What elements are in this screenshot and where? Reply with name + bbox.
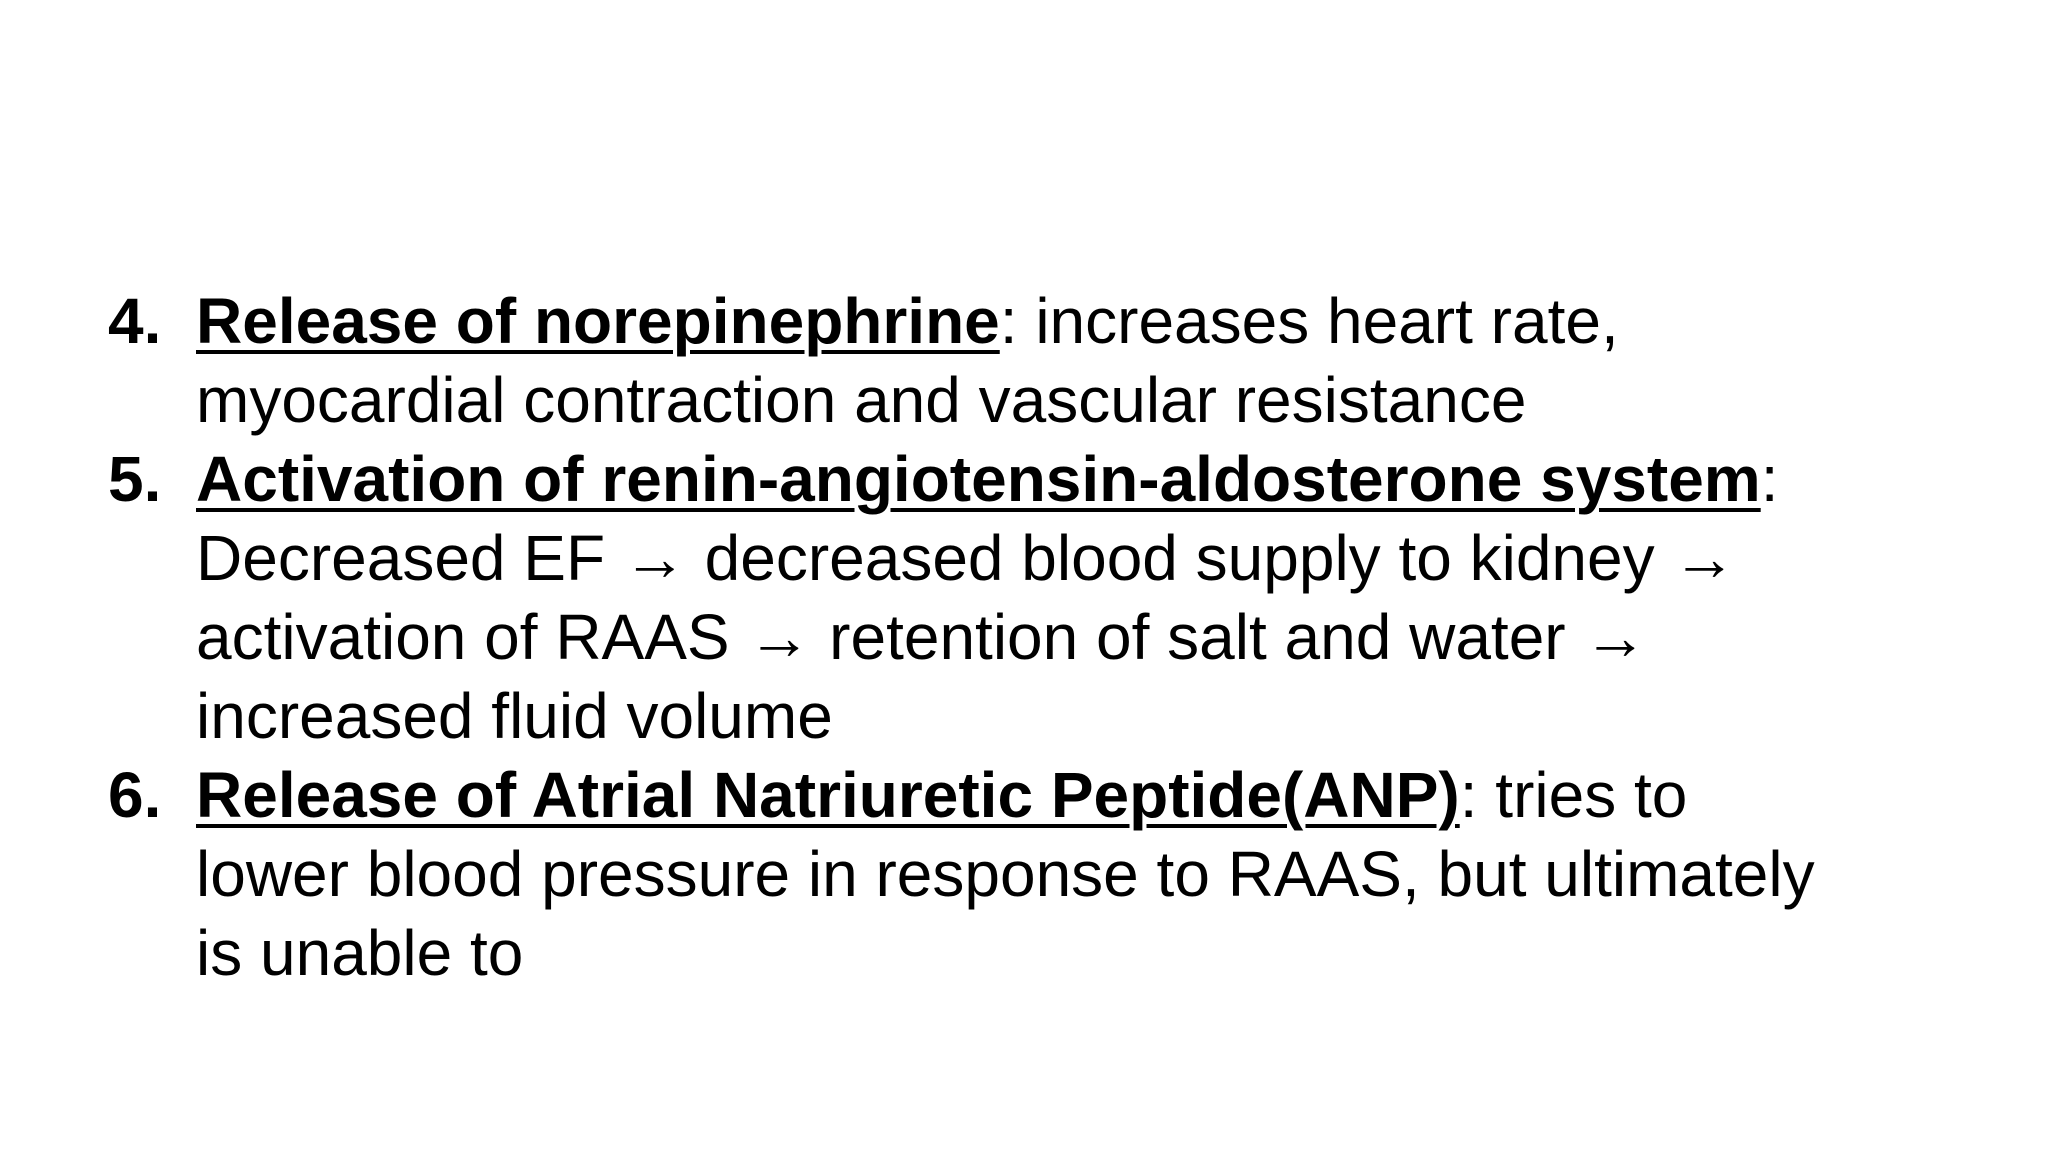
- item-first-rest: :: [1760, 443, 1779, 515]
- item-first-rest: : tries to: [1459, 759, 1688, 831]
- item-first-line: [196, 282, 1988, 361]
- item-number: 5.: [108, 443, 162, 515]
- item-text: [196, 756, 1988, 993]
- item-first-rest: : increases heart rate,: [999, 285, 1619, 357]
- item-term: Activation of renin-angiotensin-aldosterone system: [196, 443, 1761, 515]
- item-term: Release of Atrial Natriuretic Peptide(ANP): [196, 759, 1460, 831]
- item-line: activation of RAAS → retention of salt and water →: [196, 601, 1648, 673]
- item-text: [196, 282, 1988, 440]
- list-item-raas: [108, 440, 1988, 756]
- list-item-anp: [108, 756, 1988, 993]
- item-line: myocardial contraction and vascular resistance: [196, 364, 1527, 436]
- item-number: 4.: [108, 285, 162, 357]
- numbered-list: [108, 282, 1988, 993]
- list-item-norepinephrine: [108, 282, 1988, 440]
- item-text: [196, 440, 1988, 756]
- item-term: Release of norepinephrine: [196, 285, 1000, 357]
- item-first-line: [196, 440, 1988, 519]
- item-line: increased fluid volume: [196, 680, 833, 752]
- item-first-line: [196, 756, 1988, 835]
- item-line: Decreased EF → decreased blood supply to kidney →: [196, 522, 1737, 594]
- item-line: lower blood pressure in response to RAAS, but ultimately: [196, 838, 1815, 910]
- item-line: is unable to: [196, 917, 524, 989]
- item-number: 6.: [108, 759, 162, 831]
